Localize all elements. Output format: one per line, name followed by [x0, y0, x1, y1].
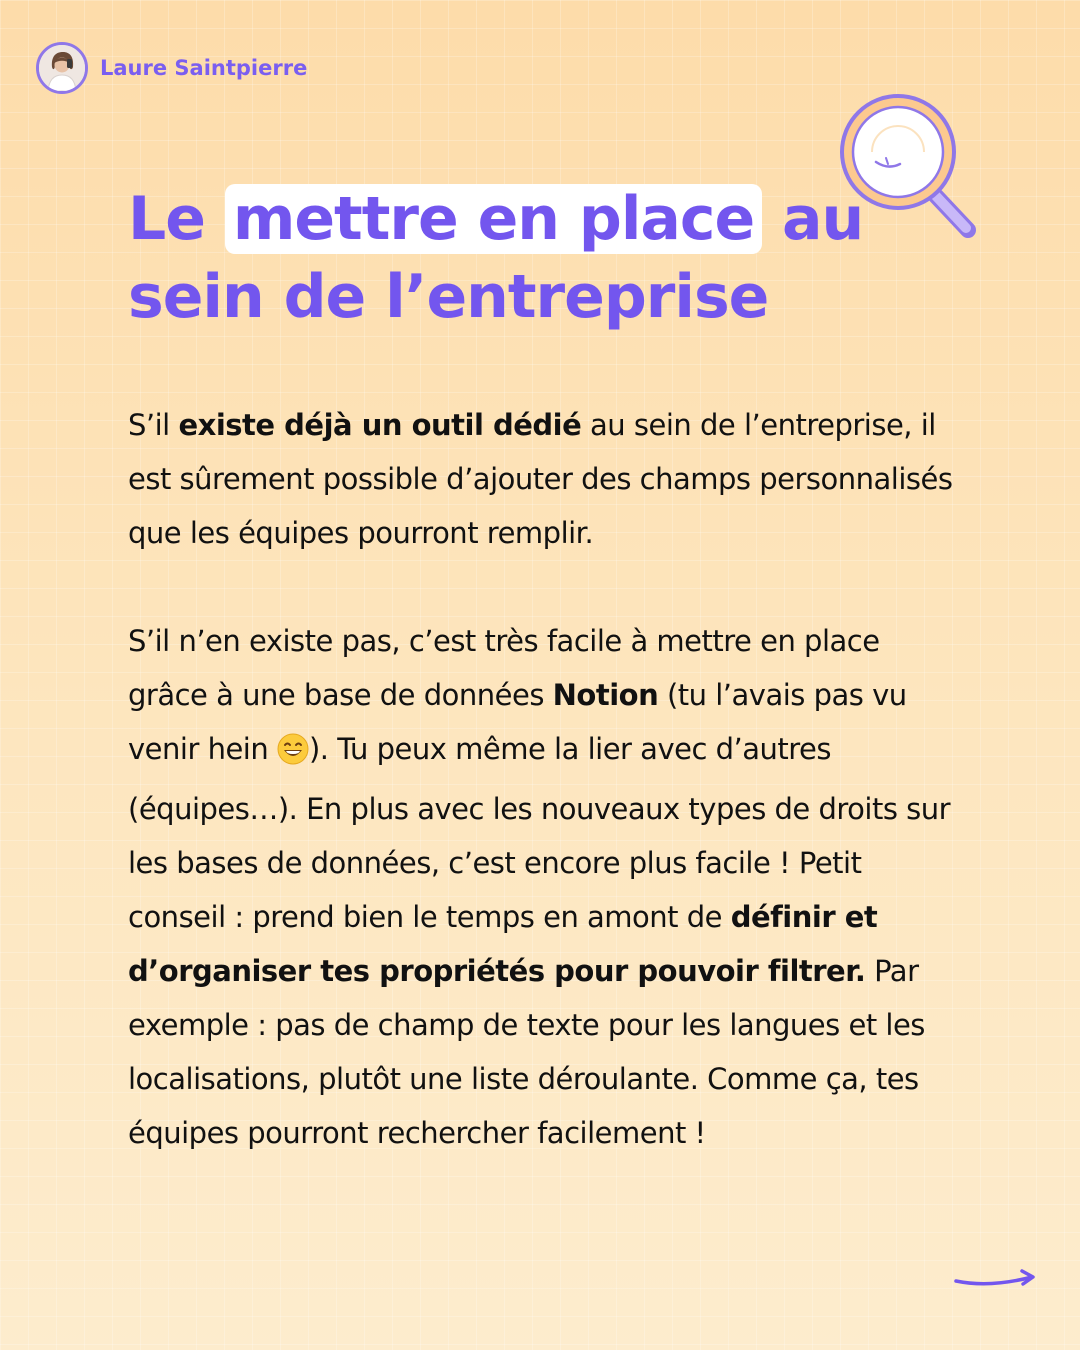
paragraph-2-text-a: S’il n’en existe pas, c’est très facile à mettre en place grâce à une base de données: [128, 624, 880, 712]
author-header: [36, 40, 307, 96]
paragraph-1: [128, 398, 958, 560]
paragraph-1-text-b: au sein de l’entreprise, il est sûrement possible d’ajouter des champs personnalisés que les équipes pourront remplir.: [128, 408, 953, 550]
title-after: au: [762, 184, 864, 254]
notion-bold: Notion: [552, 678, 659, 712]
page-title: [128, 180, 863, 336]
paragraph-2-text-d: Par exemple : pas de champ de texte pour les langues et les localisations, plutôt une liste déroulante. Comme ça, tes équipes pourront rechercher facilement !: [128, 954, 925, 1150]
grinning-face-emoji-icon: [277, 728, 309, 782]
paragraph-2-bold: définir et d’organiser tes propriétés pour pouvoir filtrer.: [128, 900, 878, 988]
title-highlight: mettre en place: [225, 184, 762, 254]
paragraph-2-text-b: (tu l’avais pas vu venir hein: [128, 678, 907, 766]
paragraph-2-text-c: ). Tu peux même la lier avec d’autres (équipes…). En plus avec les nouveaux types de droits sur les bases de données, c’est encore plus facile ! Petit conseil : prend bien le temps en amont de: [128, 732, 951, 934]
avatar: [36, 42, 88, 94]
arrow-right-icon[interactable]: [950, 1264, 1040, 1298]
paragraph-1-text-a: S’il: [128, 408, 179, 442]
paragraph-2: [128, 614, 958, 1160]
title-line2: sein de l’entreprise: [128, 262, 769, 332]
paragraph-1-bold: existe déjà un outil dédié: [178, 408, 582, 442]
body-text: [128, 398, 958, 1160]
author-name: Laure Saintpierre: [100, 56, 308, 80]
title-before: Le: [128, 184, 225, 254]
